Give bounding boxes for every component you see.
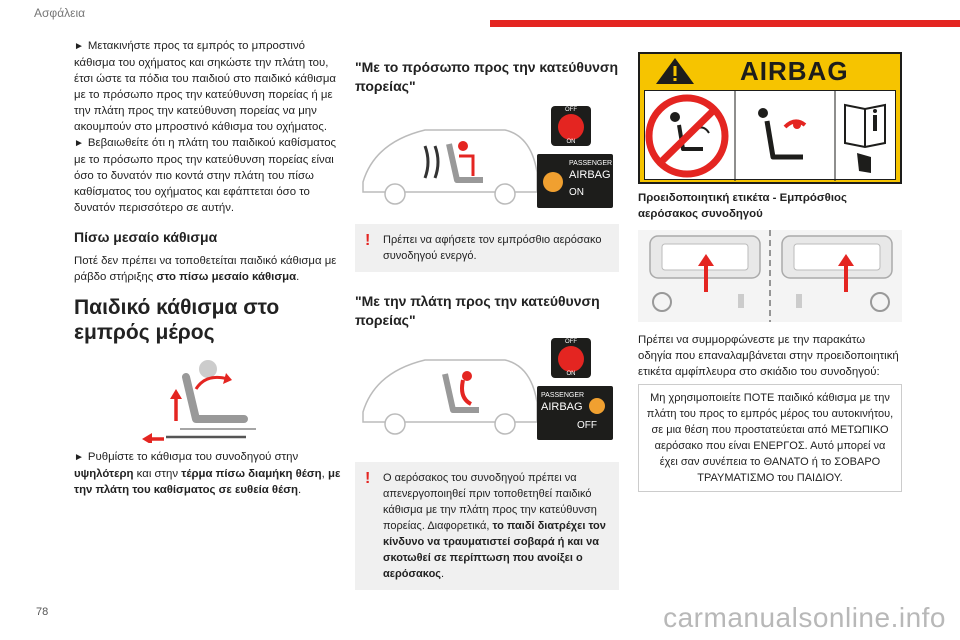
no-rear-facing-seat-icon bbox=[649, 98, 725, 174]
visor-warning-box: Μη χρησιμοποιείτε ΠΟΤΕ παιδικό κάθισμα με την πλάτη του προς το εμπρός μέρος του αυτοκινήτου, σε μια θέση που προστατεύεται από ΜΕΤΩΠΙΚΟ αερόσακο που είναι ΕΝΕΡΓΟΣ. Αυτό μπορεί να έχει σαν συνέπεια το ΘΑΝΑΤΟ ή το ΣΟΒΑΡΟ ΤΡΑΥΜΑΤΙΣΜΟ του ΠΑΙΔΙΟΥ. bbox=[638, 384, 902, 492]
column-right bbox=[638, 38, 902, 492]
rear-middle-seat-text: Ποτέ δεν πρέπει να τοποθετείται παιδικό κάθισμα με ράβδο στήριξης στο πίσω μεσαίο κάθισμα. bbox=[74, 255, 337, 283]
rear-warning-box: ! Ο αερόσακος του συνοδηγού πρέπει να απενεργοποιηθεί πριν τοποθετηθεί παιδικό κάθισμα με την πλάτη προς την κατεύθυνση πορείας. Διαφορετικά, το παιδί διατρέχει τον κίνδυνο να τραυματιστεί σοβαρά ή και να σκοτωθεί σε περίπτωση που ανοίξει ο αερόσακος. bbox=[355, 462, 619, 590]
forward-facing-illustration bbox=[355, 102, 619, 218]
airbag-off-icon bbox=[558, 346, 584, 372]
bullet-arrow-icon: ► bbox=[74, 41, 84, 52]
airbag-warning-label bbox=[638, 52, 902, 184]
column-left bbox=[74, 38, 346, 498]
seat-adjust-illustration bbox=[74, 353, 346, 443]
warning-mark-icon: ! bbox=[365, 232, 371, 249]
visor-instruction-text: Πρέπει να συμμορφώνεστε με την παρακάτω οδηγία που επαναλαμβάνεται στην προειδοποιητική ετικέτα αμφίπλευρα στο σκιάδιο του συνοδηγού: bbox=[638, 334, 899, 378]
page-number: 78 bbox=[36, 606, 49, 618]
airbag-off-button: OFF ON bbox=[551, 106, 591, 146]
label-caption: Προειδοποιητική ετικέτα - Εμπρόσθιος αερόσακος συνοδηγού bbox=[638, 192, 847, 220]
sun-visor-illustration bbox=[638, 230, 902, 322]
rear-facing-illustration bbox=[355, 336, 619, 446]
airbag-off-status-icon bbox=[589, 398, 605, 414]
rear-middle-seat-title: Πίσω μεσαίο κάθισμα bbox=[74, 229, 218, 245]
section-header: Ασφάλεια bbox=[34, 6, 86, 20]
warning-mark-icon: ! bbox=[365, 470, 371, 487]
forward-facing-title: "Με το πρόσωπο προς την κατεύθυνση πορείας" bbox=[355, 59, 619, 94]
bullet-check-backrest: ► Βεβαιωθείτε ότι η πλάτη του παιδικού καθίσματος με το πρόσωπο προς την κατεύθυνση πορείας είναι όσο το δυνατόν πιο κοντά στην πλάτη του πίσω καθίσματος του οχήματος και εφάπτεται όσο το δυνατόν περισσότερο σε αυτήν. bbox=[74, 137, 337, 214]
watermark: carmanualsonline.info bbox=[663, 602, 946, 633]
forward-warning-box: ! Πρέπει να αφήσετε τον εμπρόσθιο αερόσακο συνοδηγού ενεργό. bbox=[355, 224, 619, 272]
column-middle bbox=[355, 38, 619, 590]
airbag-off-icon bbox=[558, 114, 584, 140]
label-pictograms bbox=[644, 90, 896, 180]
bullet-arrow-icon: ► bbox=[74, 452, 84, 463]
bullet-arrow-icon: ► bbox=[74, 138, 84, 149]
front-child-seat-title: Παιδικό κάθισμα στο εμπρός μέρος bbox=[74, 296, 280, 344]
bullet-adjust-seat: ► Ρυθμίστε το κάθισμα του συνοδηγού στην υψηλότερη και στην τέρμα πίσω διαμήκη θέση, με την πλάτη του καθίσματος σε ευθεία θέση. bbox=[74, 451, 341, 496]
passenger-airbag-off-panel: PASSENGER AIRBAG OFF bbox=[537, 386, 613, 440]
airbag-off-button-rear: OFF ON bbox=[551, 338, 591, 378]
manual-info-icon bbox=[845, 105, 885, 173]
airbag-on-icon bbox=[543, 172, 563, 192]
rear-facing-title: "Με την πλάτη προς την κατεύθυνση πορείας" bbox=[355, 293, 600, 328]
warning-triangle-icon bbox=[640, 54, 710, 88]
passenger-airbag-on-panel: PASSENGER AIRBAG ON bbox=[537, 154, 613, 208]
airbag-label-title: AIRBAG bbox=[740, 56, 849, 86]
bullet-move-seat: ► Μετακινήστε προς τα εμπρός το μπροστινό κάθισμα του οχήματος και σηκώστε την πλάτη του, έτσι ώστε τα πόδια του παιδιού στο παιδικό κάθισμα με το πρόσωπο προς την κατεύθυνση πορείας ή με την πλάτη προς την κατεύθυνση πορείας να μην ακουμπούν στο μπροστινό κάθισμα του οχήματος. bbox=[74, 40, 336, 133]
header-accent-bar bbox=[490, 20, 960, 27]
